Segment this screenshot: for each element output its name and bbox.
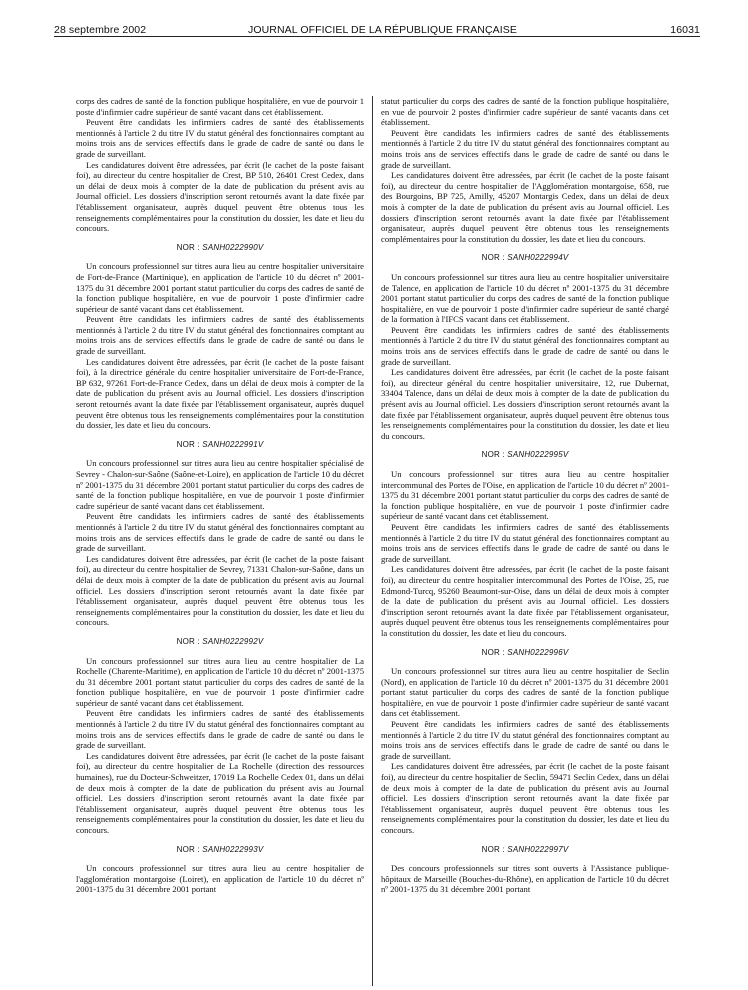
paragraph: Peuvent être candidats les infirmiers cadres de santé des établissements mentionnés à l'article 2 du titre IV du statut général des fonctionnaires comptant au moins trois ans de services effectifs dans le grade de cadre de santé ou dans le grade de surveillant. (381, 127, 669, 170)
right-column (381, 96, 669, 986)
paragraph: Un concours professionnel sur titres aura lieu au centre hospitalier universitaire de Fort-de-France (Martinique), en application de l'article 10 du décret nº 2001-1375 du 31 décembre 2001 portant statut particulier du corps des cadres de santé de la fonction publique hospitalière, en vue de pourvoir 1 poste d'infirmier cadre supérieur de santé vacant dans cet établissement. (76, 261, 364, 314)
nor-code: SANH0222990V (202, 242, 264, 252)
nor-reference (76, 243, 364, 254)
paragraph: Peuvent être candidats les infirmiers cadres de santé des établissements mentionnés à l'article 2 du titre IV du statut général des fonctionnaires comptant au moins trois ans de services effectifs dans le grade de cadre de santé ou dans le grade de surveillant. (76, 511, 364, 554)
paragraph: corps des cadres de santé de la fonction publique hospitalière, en vue de pourvoir 1 poste d'infirmier cadre supérieur de santé vacant dans cet établissement. (76, 96, 364, 117)
nor-code: SANH0222992V (202, 636, 264, 646)
nor-label: NOR : (481, 253, 505, 263)
nor-label: NOR : (176, 242, 200, 252)
paragraph: Les candidatures doivent être adressées, par écrit (le cachet de la poste faisant foi), au directeur du centre hospitalier de Crest, BP 510, 26401 Crest Cedex, dans un délai de deux mois à compter de la date de publication du présent avis au Journal officiel. Les dossiers d'inscription seront retournés avant la date fixée par l'établissement organisateur, auprès duquel peuvent être obtenus tous les renseignements complémentaires pour la constitution du dossier, les date et lieu du concours. (76, 159, 364, 234)
paragraph: Peuvent être candidats les infirmiers cadres de santé des établissements mentionnés à l'article 2 du titre IV du statut général des fonctionnaires comptant au moins trois ans de services effectifs dans le grade de cadre de santé ou dans le grade de surveillant. (76, 117, 364, 159)
nor-code: SANH0222995V (507, 450, 569, 460)
nor-reference (76, 440, 364, 451)
nor-label: NOR : (481, 844, 505, 854)
paragraph: Les candidatures doivent être adressées, par écrit (le cachet de la poste faisant foi), au directeur du centre hospitalier intercommunal des Portes de l'Oise, 25, rue Edmond-Turcq, 95260 Beaumont-sur-Oise, dans un délai de deux mois à compter de la date de publication du présent avis au Journal officiel. Les dossiers d'inscription seront retournés avant la date fixée par l'établissement organisateur, auprès duquel peuvent être obtenus tous les renseignements complémentaires pour la constitution du dossier, les date et lieu du concours. (381, 564, 669, 638)
paragraph: Peuvent être candidats les infirmiers cadres de santé des établissements mentionnés à l'article 2 du titre IV du statut général des fonctionnaires comptant au moins trois ans de services effectifs dans le grade de cadre de santé ou dans le grade de surveillant. (76, 708, 364, 751)
issue-date: 28 septembre 2002 (54, 24, 147, 36)
paragraph: Un concours professionnel sur titres aura lieu au centre hospitalier de l'agglomération montargoise (Loiret), en application de l'article 10 du décret nº 2001-1375 du 31 décembre 2001 portant (76, 863, 364, 895)
nor-label: NOR : (481, 647, 505, 657)
page-header (54, 20, 700, 40)
paragraph: Un concours professionnel sur titres aura lieu au centre hospitalier de Seclin (Nord), en application de l'article 10 du décret nº 2001-1375 du 31 décembre 2001 portant statut particulier du corps des cadres de santé de la fonction publique hospitalière, en vue de pourvoir 1 poste d'infirmier cadre supérieur de santé vacant dans cet établissement. (381, 666, 669, 719)
nor-code: SANH0222991V (202, 439, 264, 449)
nor-label: NOR : (176, 636, 200, 646)
nor-label: NOR : (176, 844, 200, 854)
paragraph: Des concours professionnels sur titres sont ouverts à l'Assistance publique-hôpitaux de Marseille (Bouches-du-Rhône), en application de l'article 10 du décret nº 2001-1375 du 31 décembre 2001 portant (381, 863, 669, 895)
nor-reference (381, 648, 669, 659)
column-divider (372, 96, 373, 986)
paragraph: statut particulier du corps des cadres de santé de la fonction publique hospitalière, en vue de pourvoir 2 postes d'infirmier cadre supérieur de santé vacants dans cet établissement. (381, 96, 669, 128)
paragraph: Les candidatures doivent être adressées, par écrit (le cachet de la poste faisant foi), à la directrice générale du centre hospitalier universitaire de Fort-de-France, BP 632, 97261 Fort-de-France Cedex, dans un délai de deux mois à compter de la date de publication du présent avis au Journal officiel. Les dossiers d'inscription seront retournés avant la date fixée par l'établissement organisateur, auprès duquel peuvent être obtenus tous les renseignements complémentaires pour la constitution du dossier, les date et lieu du concours. (76, 356, 364, 431)
paragraph: Les candidatures doivent être adressées, par écrit (le cachet de la poste faisant foi), au directeur du centre hospitalier de Seclin, 59471 Seclin Cedex, dans un délai de deux mois à compter de la date de publication du présent avis au Journal officiel. Les dossiers d'inscription seront retournés avant la date fixée par l'établissement organisateur, auprès duquel peuvent être obtenus tous les renseignements complémentaires pour la constitution du dossier, les date et lieu du concours. (381, 761, 669, 835)
page-number: 16031 (670, 24, 700, 36)
paragraph: Les candidatures doivent être adressées, par écrit (le cachet de la poste faisant foi), au directeur du centre hospitalier de Sevrey, 71331 Chalon-sur-Saône, dans un délai de deux mois à compter de la date de publication du présent avis au Journal officiel. Les dossiers d'inscription seront retournés avant la date fixée par l'établissement organisateur, auprès duquel peuvent être obtenus tous les renseignements complémentaires pour la constitution du dossier, les date et lieu du concours. (76, 553, 364, 628)
paragraph: Les candidatures doivent être adressées, par écrit (le cachet de la poste faisant foi), au directeur du centre hospitalier de l'Agglomération montargoise, 658, rue des Bourgoins, BP 725, Amilly, 45207 Montargis Cedex, dans un délai de deux mois à compter de la date de publication du présent avis au Journal officiel. Les dossiers d'inscription seront retournés avant la date fixée par l'établissement organisateur, auprès duquel peuvent être obtenus tous les renseignements complémentaires pour la constitution du dossier, les date et lieu du concours. (381, 170, 669, 244)
nor-code: SANH0222996V (507, 647, 569, 657)
paragraph: Un concours professionnel sur titres aura lieu au centre hospitalier universitaire de Talence, en application de l'article 10 du décret nº 2001-1375 du 31 décembre 2001 portant statut particulier du corps des cadres de santé de la fonction publique hospitalière, en vue de pourvoir 1 poste d'infirmier cadre supérieur de santé chargé de la formation à l'IFCS vacant dans cet établissement. (381, 271, 669, 325)
paragraph: Peuvent être candidats les infirmiers cadres de santé des établissements mentionnés à l'article 2 du titre IV du statut général des fonctionnaires comptant au moins trois ans de services effectifs dans le grade de cadre de santé ou dans le grade de surveillant. (381, 324, 669, 367)
nor-reference (381, 450, 669, 461)
nor-code: SANH0222997V (507, 844, 569, 854)
header-rule (54, 36, 700, 37)
nor-reference (76, 845, 364, 856)
paragraph: Un concours professionnel sur titres aura lieu au centre hospitalier de La Rochelle (Charente-Maritime), en application de l'article 10 du décret nº 2001-1375 du 31 décembre 2001 portant statut particulier du corps des cadres de santé de la fonction publique hospitalière, en vue de pourvoir 1 poste d'infirmier cadre supérieur de santé vacant dans cet établissement. (76, 655, 364, 708)
nor-label: NOR : (481, 450, 505, 460)
paragraph: Les candidatures doivent être adressées, par écrit (le cachet de la poste faisant foi), au directeur du centre hospitalier de La Rochelle (direction des ressources humaines), rue du Docteur-Schweitzer, 17019 La Rochelle Cedex 01, dans un délai de deux mois à compter de la date de publication du présent avis au Journal officiel. Les dossiers d'inscription seront retournés avant la date fixée par l'établissement organisateur, auprès duquel peuvent être obtenus tous les renseignements complémentaires pour la constitution du dossier, les date et lieu du concours. (76, 750, 364, 835)
paragraph: Peuvent être candidats les infirmiers cadres de santé des établissements mentionnés à l'article 2 du titre IV du statut général des fonctionnaires comptant au moins trois ans de services effectifs dans le grade de cadre de santé ou dans le grade de surveillant. (381, 521, 669, 564)
journal-title: JOURNAL OFFICIEL DE LA RÉPUBLIQUE FRANÇAISE (248, 24, 517, 36)
paragraph: Peuvent être candidats les infirmiers cadres de santé des établissements mentionnés à l'article 2 du titre IV du statut général des fonctionnaires comptant au moins trois ans de services effectifs dans le grade de cadre de santé ou dans le grade de surveillant. (76, 314, 364, 357)
nor-reference (381, 845, 669, 856)
nor-reference (381, 253, 669, 264)
paragraph: Un concours professionnel sur titres aura lieu au centre hospitalier intercommunal des Portes de l'Oise, en application de l'article 10 du décret nº 2001-1375 du 31 décembre 2001 portant statut particulier du corps des cadres de santé de la fonction publique hospitalière, en vue de pourvoir 1 poste d'infirmier cadre supérieur de santé vacant dans cet établissement. (381, 469, 669, 522)
nor-reference (76, 637, 364, 648)
paragraph: Peuvent être candidats les infirmiers cadres de santé des établissements mentionnés à l'article 2 du titre IV du statut général des fonctionnaires comptant au moins trois ans de services effectifs dans le grade de cadre de santé ou dans le grade de surveillant. (381, 719, 669, 761)
left-column (76, 96, 364, 986)
paragraph: Un concours professionnel sur titres aura lieu au centre hospitalier spécialisé de Sevrey - Chalon-sur-Saône (Saône-et-Loire), en application de l'article 10 du décret nº 2001-1375 du 31 décembre 2001 portant statut particulier du corps des cadres de santé de la fonction publique hospitalière, en vue de pourvoir 1 poste d'infirmier cadre supérieur de santé vacant dans cet établissement. (76, 458, 364, 511)
nor-label: NOR : (176, 439, 200, 449)
paragraph: Les candidatures doivent être adressées, par écrit (le cachet de la poste faisant foi), au directeur général du centre hospitalier universitaire, 12, rue Dubernat, 33404 Talence, dans un délai de deux mois à compter de la date de publication du présent avis au Journal officiel. Les dossiers d'inscription seront retournés avant la date fixée par l'établissement organisateur, auprès duquel peuvent être obtenus tous les renseignements complémentaires pour la constitution du dossier, les date et lieu du concours. (381, 367, 669, 441)
nor-code: SANH0222993V (202, 844, 264, 854)
nor-code: SANH0222994V (507, 253, 569, 263)
